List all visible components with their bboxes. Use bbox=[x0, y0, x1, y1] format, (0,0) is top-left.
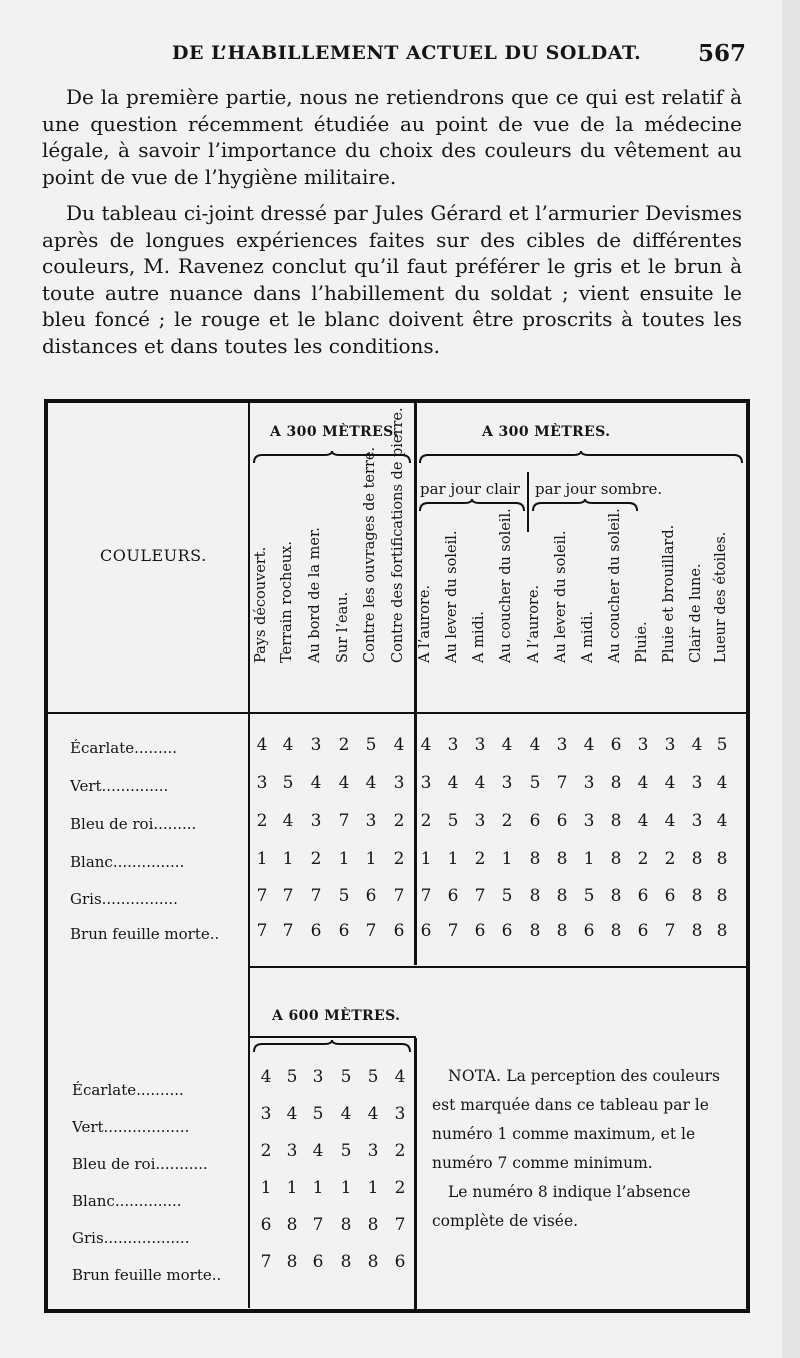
table-cell: 5 bbox=[367, 1067, 379, 1087]
nota-text-2: Le numéro 8 indique l’absence complète de visée. bbox=[432, 1183, 691, 1230]
table-vline-jour bbox=[527, 472, 529, 532]
row-label: Vert.............. bbox=[70, 777, 169, 795]
table-cell: 2 bbox=[394, 1178, 406, 1198]
table-cell: 8 bbox=[691, 849, 703, 869]
table-cell: 3 bbox=[365, 811, 377, 831]
table-hline-600-top bbox=[250, 1036, 416, 1038]
table-cell: 8 bbox=[610, 921, 622, 941]
table-cell: 3 bbox=[394, 1104, 406, 1124]
table-cell: 7 bbox=[420, 886, 432, 906]
table-cell: 5 bbox=[447, 811, 459, 831]
row-label: Écarlate.......... bbox=[72, 1081, 184, 1099]
table-cell: 2 bbox=[664, 849, 676, 869]
table-cell: 2 bbox=[393, 849, 405, 869]
brace-300-left bbox=[252, 451, 412, 465]
column-header: Clair de lune. bbox=[688, 563, 704, 663]
subheader-jour-clair: par jour clair bbox=[420, 480, 520, 498]
column-header: A l’aurore. bbox=[417, 584, 433, 663]
table-cell: 4 bbox=[501, 735, 513, 755]
table-cell: 6 bbox=[664, 886, 676, 906]
table-cell: 2 bbox=[393, 811, 405, 831]
table-cell: 8 bbox=[716, 886, 728, 906]
table-cell: 1 bbox=[501, 849, 513, 869]
table-cell: 3 bbox=[583, 773, 595, 793]
table-cell: 4 bbox=[282, 811, 294, 831]
table-cell: 2 bbox=[394, 1141, 406, 1161]
table-cell: 1 bbox=[256, 849, 268, 869]
table-cell: 8 bbox=[610, 773, 622, 793]
table-cell: 4 bbox=[664, 811, 676, 831]
column-header: Contre les ouvrages de terre. bbox=[362, 446, 378, 663]
table-cell: 2 bbox=[310, 849, 322, 869]
table-cell: 4 bbox=[282, 735, 294, 755]
table-cell: 6 bbox=[501, 921, 513, 941]
page-edge-shadow bbox=[782, 0, 800, 1358]
column-header: Au coucher du soleil. bbox=[607, 508, 623, 663]
table-cell: 1 bbox=[420, 849, 432, 869]
row-label: Vert.................. bbox=[72, 1118, 190, 1136]
column-header: A l’aurore. bbox=[526, 584, 542, 663]
table-vline-600 bbox=[414, 1038, 417, 1310]
table-cell: 8 bbox=[610, 849, 622, 869]
brace-300-right bbox=[418, 451, 744, 465]
table-cell: 8 bbox=[691, 886, 703, 906]
table-cell: 8 bbox=[716, 849, 728, 869]
table-cell: 3 bbox=[691, 773, 703, 793]
table-cell: 4 bbox=[256, 735, 268, 755]
column-header: Pays découvert. bbox=[253, 546, 269, 663]
table-cell: 6 bbox=[474, 921, 486, 941]
table-cell: 6 bbox=[310, 921, 322, 941]
row-label: Gris.................. bbox=[72, 1229, 190, 1247]
table-cell: 7 bbox=[256, 921, 268, 941]
column-header: Au coucher du soleil. bbox=[498, 508, 514, 663]
table-vline-labels bbox=[248, 403, 250, 1308]
table-cell: 6 bbox=[556, 811, 568, 831]
table-cell: 8 bbox=[367, 1252, 379, 1272]
table-cell: 4 bbox=[664, 773, 676, 793]
column-header: Au bord de la mer. bbox=[307, 527, 323, 663]
table-cell: 2 bbox=[474, 849, 486, 869]
table-cell: 4 bbox=[637, 773, 649, 793]
table-cell: 4 bbox=[637, 811, 649, 831]
table-cell: 6 bbox=[312, 1252, 324, 1272]
column-header: A midi. bbox=[471, 611, 487, 663]
table-cell: 8 bbox=[367, 1215, 379, 1235]
table-hline-header bbox=[48, 712, 746, 714]
group-header-300-right: A 300 MÈTRES. bbox=[482, 424, 611, 440]
table-cell: 8 bbox=[556, 921, 568, 941]
table-cell: 5 bbox=[338, 886, 350, 906]
table-cell: 6 bbox=[338, 921, 350, 941]
table-cell: 8 bbox=[691, 921, 703, 941]
table-cell: 3 bbox=[310, 735, 322, 755]
table-cell: 8 bbox=[529, 921, 541, 941]
table-cell: 6 bbox=[529, 811, 541, 831]
table-cell: 8 bbox=[340, 1252, 352, 1272]
couleurs-header: COULEURS. bbox=[100, 546, 207, 565]
table-cell: 4 bbox=[420, 735, 432, 755]
table-cell: 5 bbox=[529, 773, 541, 793]
group-header-300-left: A 300 MÈTRES. bbox=[270, 424, 399, 440]
table-cell: 7 bbox=[556, 773, 568, 793]
table-cell: 8 bbox=[529, 849, 541, 869]
paragraph-2 bbox=[42, 200, 742, 360]
table-cell: 4 bbox=[340, 1104, 352, 1124]
table-cell: 7 bbox=[260, 1252, 272, 1272]
table-cell: 7 bbox=[256, 886, 268, 906]
table-cell: 3 bbox=[474, 735, 486, 755]
table-cell: 3 bbox=[556, 735, 568, 755]
table-cell: 3 bbox=[256, 773, 268, 793]
table-cell: 7 bbox=[310, 886, 322, 906]
brace-600 bbox=[252, 1040, 412, 1054]
table-cell: 4 bbox=[365, 773, 377, 793]
table-cell: 4 bbox=[691, 735, 703, 755]
table-cell: 5 bbox=[501, 886, 513, 906]
table-cell: 4 bbox=[716, 811, 728, 831]
row-label: Écarlate......... bbox=[70, 739, 178, 757]
table-cell: 3 bbox=[691, 811, 703, 831]
table-cell: 5 bbox=[282, 773, 294, 793]
table-cell: 4 bbox=[338, 773, 350, 793]
table-cell: 3 bbox=[501, 773, 513, 793]
table-cell: 3 bbox=[664, 735, 676, 755]
table-cell: 3 bbox=[260, 1104, 272, 1124]
table-cell: 5 bbox=[312, 1104, 324, 1124]
table-cell: 6 bbox=[610, 735, 622, 755]
table-cell: 4 bbox=[367, 1104, 379, 1124]
table-cell: 2 bbox=[260, 1141, 272, 1161]
row-label: Bleu de roi......... bbox=[70, 815, 197, 833]
column-header: Terrain rocheux. bbox=[279, 540, 295, 663]
table-cell: 2 bbox=[637, 849, 649, 869]
table-cell: 7 bbox=[393, 886, 405, 906]
table-cell: 3 bbox=[583, 811, 595, 831]
table-cell: 1 bbox=[367, 1178, 379, 1198]
table-cell: 7 bbox=[282, 886, 294, 906]
table-cell: 5 bbox=[340, 1067, 352, 1087]
table-cell: 5 bbox=[716, 735, 728, 755]
table-cell: 3 bbox=[367, 1141, 379, 1161]
table-cell: 7 bbox=[474, 886, 486, 906]
table-cell: 3 bbox=[420, 773, 432, 793]
column-header: A midi. bbox=[580, 611, 596, 663]
nota-paragraph-2 bbox=[432, 1178, 748, 1236]
table-cell: 3 bbox=[312, 1067, 324, 1087]
table-cell: 6 bbox=[637, 886, 649, 906]
nota-lead: NOTA. bbox=[448, 1067, 502, 1085]
table-cell: 4 bbox=[310, 773, 322, 793]
table-cell: 7 bbox=[447, 921, 459, 941]
row-label: Bleu de roi........... bbox=[72, 1155, 208, 1173]
paragraph-1-text: De la première partie, nous ne retiendrons que ce qui est relatif à une question récemment étudiée au point de vue de la médecine légale, à savoir l’importance du choix des couleurs du vêtement au point de vue de l’hygiène militaire. bbox=[42, 85, 742, 189]
table-cell: 1 bbox=[340, 1178, 352, 1198]
row-label: Blanc.............. bbox=[72, 1192, 182, 1210]
table-cell: 8 bbox=[556, 849, 568, 869]
table-cell: 7 bbox=[365, 921, 377, 941]
table-cell: 8 bbox=[556, 886, 568, 906]
table-cell: 3 bbox=[474, 811, 486, 831]
table-cell: 4 bbox=[260, 1067, 272, 1087]
table-cell: 5 bbox=[340, 1141, 352, 1161]
table-cell: 3 bbox=[286, 1141, 298, 1161]
table-cell: 5 bbox=[365, 735, 377, 755]
table-cell: 6 bbox=[394, 1252, 406, 1272]
table-cell: 6 bbox=[447, 886, 459, 906]
table-cell: 1 bbox=[338, 849, 350, 869]
row-label: Blanc............... bbox=[70, 853, 185, 871]
table-cell: 5 bbox=[583, 886, 595, 906]
table-cell: 1 bbox=[447, 849, 459, 869]
table-cell: 8 bbox=[286, 1215, 298, 1235]
table-cell: 7 bbox=[282, 921, 294, 941]
column-header: Sur l’eau. bbox=[335, 591, 351, 663]
table-cell: 7 bbox=[394, 1215, 406, 1235]
table-hline-300-bottom bbox=[250, 966, 746, 968]
table-cell: 8 bbox=[529, 886, 541, 906]
table-cell: 7 bbox=[312, 1215, 324, 1235]
table-cell: 6 bbox=[393, 921, 405, 941]
column-header: Pluie. bbox=[634, 621, 650, 663]
table-cell: 3 bbox=[393, 773, 405, 793]
table-cell: 6 bbox=[420, 921, 432, 941]
column-header: Au lever du soleil. bbox=[444, 530, 460, 663]
table-cell: 4 bbox=[474, 773, 486, 793]
table-cell: 6 bbox=[583, 921, 595, 941]
table-cell: 5 bbox=[286, 1067, 298, 1087]
table-cell: 2 bbox=[338, 735, 350, 755]
table-cell: 4 bbox=[447, 773, 459, 793]
table-vline-groups bbox=[414, 403, 417, 965]
page-number: 567 bbox=[698, 40, 747, 67]
table-cell: 1 bbox=[260, 1178, 272, 1198]
table-cell: 2 bbox=[501, 811, 513, 831]
table-cell: 4 bbox=[286, 1104, 298, 1124]
table-cell: 6 bbox=[365, 886, 377, 906]
table-cell: 4 bbox=[716, 773, 728, 793]
table-cell: 1 bbox=[286, 1178, 298, 1198]
nota-paragraph bbox=[432, 1062, 748, 1178]
paragraph-1 bbox=[42, 84, 742, 190]
column-header: Contre des fortifications de pierre. bbox=[390, 407, 406, 663]
nota-text: La perception des couleurs est marquée dans ce tableau par le numéro 1 comme maximum, et le numéro 7 comme minimum. bbox=[432, 1067, 720, 1172]
table-cell: 4 bbox=[394, 1067, 406, 1087]
table-cell: 3 bbox=[637, 735, 649, 755]
running-title: DE L’HABILLEMENT ACTUEL DU SOLDAT. bbox=[172, 42, 642, 64]
table-cell: 8 bbox=[610, 811, 622, 831]
table-cell: 3 bbox=[310, 811, 322, 831]
table-cell: 8 bbox=[716, 921, 728, 941]
row-label: Brun feuille morte.. bbox=[72, 1266, 222, 1284]
paragraph-2-text: Du tableau ci-joint dressé par Jules Gérard et l’armurier Devismes après de longues expériences faites sur des cibles de différentes couleurs, M. Ravenez conclut qu’il faut préférer le gris et le brun à toute autre nuance dans l’habillement du soldat ; vient ensuite le bleu foncé ; le rouge et le blanc doivent être proscrits à toutes les distances et dans toutes les conditions. bbox=[42, 201, 742, 358]
nota-block bbox=[432, 1062, 748, 1236]
table-cell: 3 bbox=[447, 735, 459, 755]
column-header: Pluie et brouillard. bbox=[661, 524, 677, 663]
table-cell: 1 bbox=[282, 849, 294, 869]
table-cell: 7 bbox=[338, 811, 350, 831]
table-cell: 2 bbox=[256, 811, 268, 831]
table-cell: 1 bbox=[312, 1178, 324, 1198]
table-cell: 4 bbox=[312, 1141, 324, 1161]
table-cell: 7 bbox=[664, 921, 676, 941]
row-label: Gris................ bbox=[70, 890, 178, 908]
table-cell: 1 bbox=[365, 849, 377, 869]
table-cell: 4 bbox=[393, 735, 405, 755]
group-header-600: A 600 MÈTRES. bbox=[272, 1008, 401, 1024]
subheader-jour-sombre: par jour sombre. bbox=[535, 480, 663, 498]
table-cell: 6 bbox=[637, 921, 649, 941]
table-cell: 8 bbox=[286, 1252, 298, 1272]
column-header: Au lever du soleil. bbox=[553, 530, 569, 663]
table-cell: 8 bbox=[610, 886, 622, 906]
table-cell: 8 bbox=[340, 1215, 352, 1235]
table-cell: 4 bbox=[529, 735, 541, 755]
table-cell: 4 bbox=[583, 735, 595, 755]
table-cell: 1 bbox=[583, 849, 595, 869]
table-cell: 2 bbox=[420, 811, 432, 831]
column-header: Lueur des étoiles. bbox=[713, 531, 729, 663]
row-label: Brun feuille morte.. bbox=[70, 925, 220, 943]
table-cell: 6 bbox=[260, 1215, 272, 1235]
